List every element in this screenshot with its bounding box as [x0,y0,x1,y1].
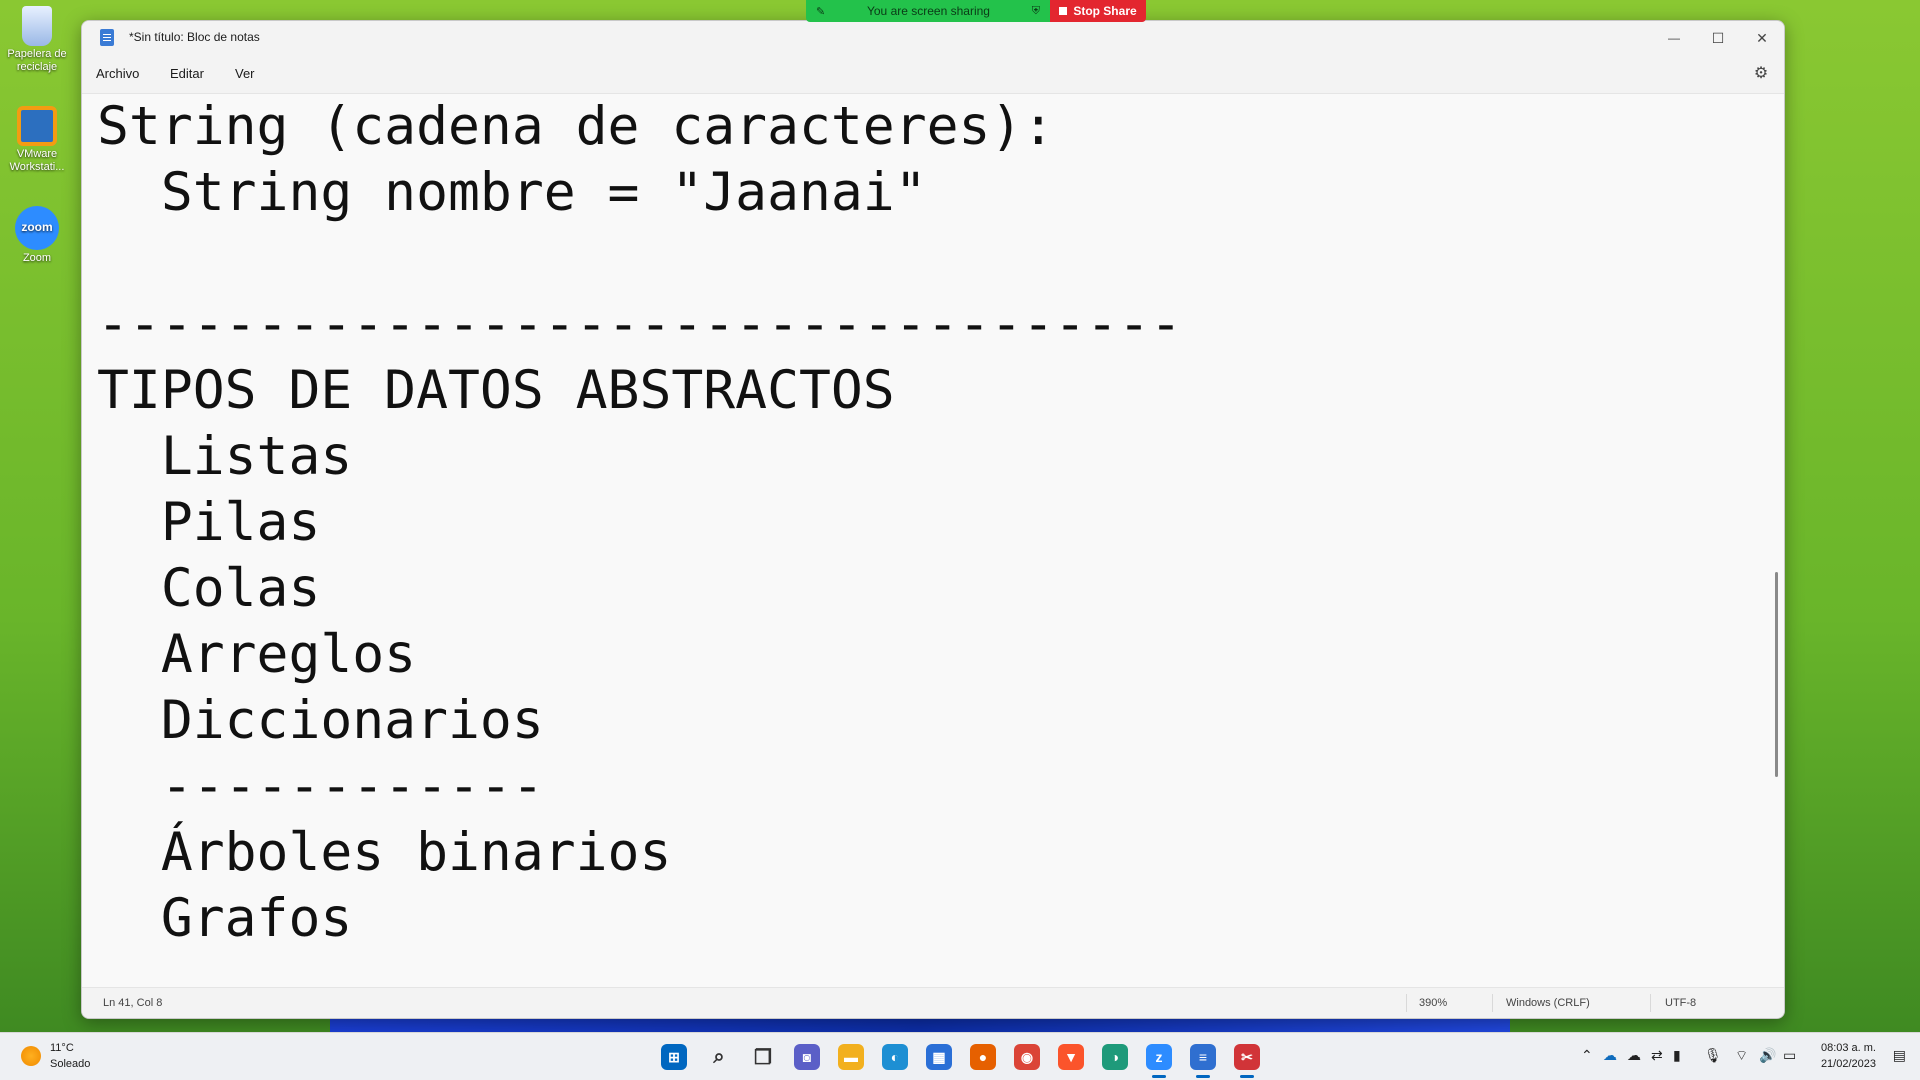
close-icon: ✕ [1756,29,1768,46]
store-icon[interactable]: ▦ [926,1044,952,1070]
maximize-icon: ☐ [1711,29,1725,46]
editor-line: Pilas [97,492,321,553]
status-divider [1650,994,1651,1012]
vertical-scrollbar[interactable] [1775,572,1778,777]
editor-line: String (cadena de caracteres): [97,96,1055,157]
firefox-icon[interactable]: ● [970,1044,996,1070]
line-ending: Windows (CRLF) [1506,997,1590,1009]
menu-editar[interactable]: Editar [170,66,204,81]
screen-sharing-text: You are screen sharing [866,4,990,18]
weather-temperature[interactable]: 11°C [50,1042,74,1054]
teams-chat-icon[interactable]: ◙ [794,1044,820,1070]
notification-icon[interactable]: ▤ [1892,1047,1906,1063]
stop-share-button[interactable] [1050,0,1146,22]
cloud-icon[interactable]: ☁ [1627,1047,1641,1063]
menu-ver[interactable]: Ver [235,66,255,81]
wifi-icon[interactable]: ⌔ [1735,1047,1749,1063]
editor-line: Colas [97,558,321,619]
recycle-bin-icon [22,6,52,46]
screen-sharing-indicator[interactable] [806,0,1050,22]
stop-share-label: Stop Share [1073,4,1137,18]
clock-date[interactable]: 21/02/2023 [1820,1058,1876,1070]
edge-dev-icon[interactable]: ◑ [1102,1044,1128,1070]
onedrive-icon[interactable]: ☁ [1603,1047,1617,1063]
desktop-icon-recycle-bin[interactable] [4,6,70,74]
editor-line: ---------------------------------- [97,294,1182,355]
running-indicator [1196,1075,1210,1078]
pin-icon: ✎ [816,5,826,18]
status-bar [82,987,1784,1018]
task-view-icon[interactable]: ❐ [754,1046,772,1069]
desktop-icon-vmware[interactable] [4,106,70,174]
menu-archivo[interactable]: Archivo [96,66,140,81]
editor-line: Grafos [97,888,353,949]
title-bar[interactable] [82,21,1784,55]
screen-share-bar [806,0,1146,22]
start-icon[interactable]: ⊞ [661,1044,687,1070]
taskbar [0,1032,1920,1080]
clock-time[interactable]: 08:03 a. m. [1820,1042,1876,1054]
notepad-taskbar-icon[interactable]: ≡ [1190,1044,1216,1070]
snipping-tool-icon[interactable]: ✂ [1234,1044,1260,1070]
shield-icon: ⛨ [1031,4,1040,17]
sync-icon[interactable]: ⇄ [1651,1047,1663,1063]
editor-line: TIPOS DE DATOS ABSTRACTOS [97,360,895,421]
notepad-window [81,20,1785,1019]
desktop-icon-label: VMware Workstati... [9,148,65,173]
menu-bar [82,55,1784,94]
meter-icon[interactable]: ▮ [1673,1047,1681,1063]
search-icon[interactable]: ⌕ [713,1045,725,1068]
editor-line: ------------ [97,756,544,817]
cursor-position: Ln 41, Col 8 [103,997,163,1009]
encoding: UTF-8 [1665,997,1697,1009]
running-indicator [1152,1075,1166,1078]
vmware-icon [17,106,57,146]
minimize-button[interactable] [1652,25,1696,51]
minimize-icon: — [1668,31,1680,45]
battery-icon[interactable]: ▭ [1783,1047,1797,1063]
edge-icon[interactable]: ◐ [882,1044,908,1070]
settings-icon[interactable]: ⚙ [1753,65,1769,82]
editor-line: Arreglos [97,624,417,685]
editor-line: String nombre = "Jaanai" [97,162,927,223]
text-editor[interactable] [82,94,1784,988]
desktop-icon-label: Zoom [22,252,52,264]
weather-description[interactable]: Soleado [50,1058,91,1070]
close-button[interactable] [1740,25,1784,51]
editor-line: Diccionarios [97,690,544,751]
microphone-icon[interactable]: 🎙 [1704,1047,1722,1063]
zoom-icon: zoom [15,206,59,250]
zoom-level: 390% [1419,997,1448,1009]
status-divider [1406,994,1407,1012]
editor-line: Árboles binarios [97,822,672,883]
volume-icon[interactable]: 🔊 [1759,1047,1777,1063]
tray-overflow-icon[interactable]: ⌃ [1581,1047,1593,1063]
notepad-icon [100,29,114,46]
chrome-icon[interactable]: ◉ [1014,1044,1040,1070]
status-divider [1492,994,1493,1012]
brave-icon[interactable]: ▼ [1058,1044,1084,1070]
zoom-taskbar-icon[interactable]: z [1146,1044,1172,1070]
desktop-icon-zoom[interactable] [4,206,70,265]
stop-icon [1059,7,1067,15]
maximize-button[interactable] [1696,25,1740,51]
desktop-icon-label: Papelera de reciclaje [7,48,67,73]
running-indicator [1240,1075,1254,1078]
file-explorer-icon[interactable]: ▬ [838,1044,864,1070]
sun-icon[interactable] [21,1046,41,1066]
window-title: *Sin título: Bloc de notas [129,30,260,44]
editor-line: Listas [97,426,353,487]
